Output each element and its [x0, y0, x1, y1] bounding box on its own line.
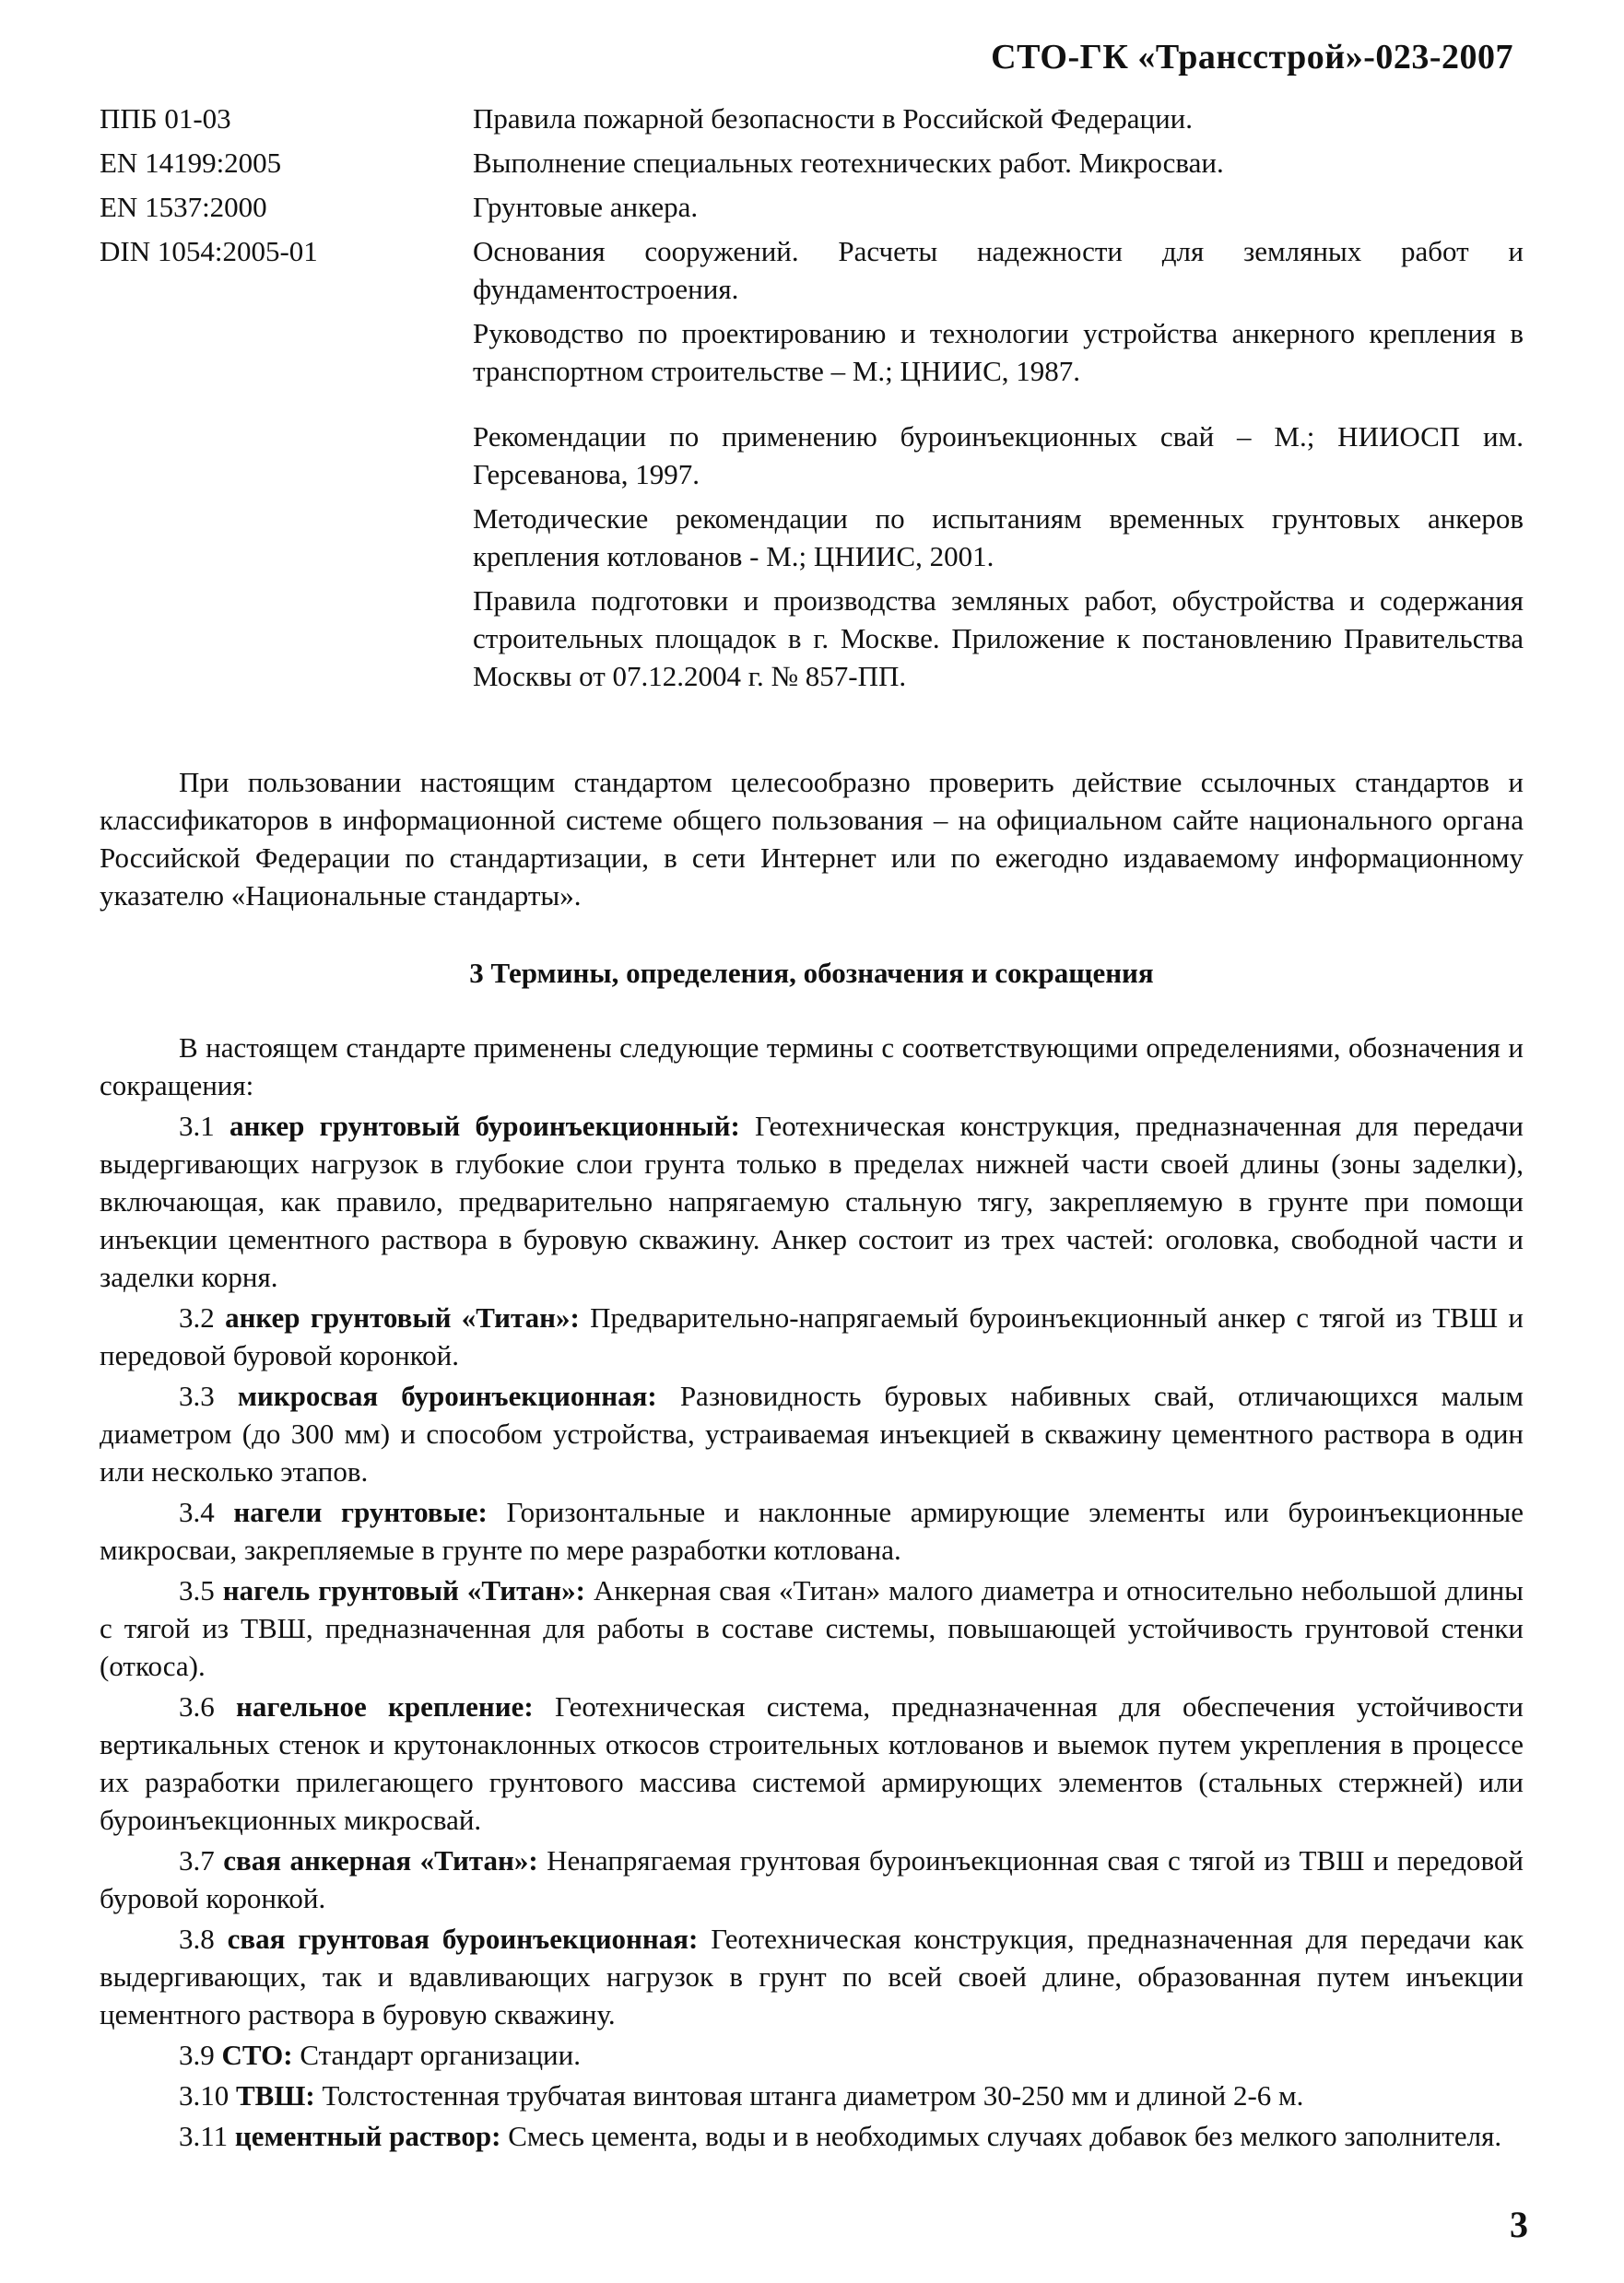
page-number: 3: [1510, 2204, 1528, 2245]
definition-item: [100, 1571, 1524, 1685]
definition-text: Горизонтальные и наклонные армирующие элементы или буроинъекционные микросваи, закрепляемые в грунте по мере разработки котлована.: [100, 1496, 1524, 1566]
definition-term: анкер грунтовый «Титан»:: [225, 1301, 580, 1334]
reference-row: [100, 232, 1524, 308]
definition-term: ТВШ:: [236, 2079, 315, 2112]
definition-number: 3.8: [179, 1923, 215, 1955]
section-intro: В настоящем стандарте применены следующие термины с соответствующими определениями, обозначения и сокращения:: [100, 1031, 1524, 1101]
definition-number: 3.11: [179, 2120, 229, 2152]
definition-item: [100, 2077, 1524, 2114]
definition-item: [100, 1688, 1524, 1839]
definition-text: Толстостенная трубчатая винтовая штанга диаметром 30-250 мм и длиной 2-6 м.: [322, 2079, 1304, 2112]
definition-number: 3.7: [179, 1844, 215, 1877]
definition-term: СТО:: [221, 2039, 293, 2071]
reference-code: EN 1537:2000: [100, 191, 267, 223]
reference-row: [100, 314, 1524, 390]
definition-text: Ненапрягаемая грунтовая буроинъекционная свая с тягой из ТВШ и передовой буровой коронкой.: [100, 1844, 1524, 1914]
definition-number: 3.10: [179, 2079, 229, 2112]
definition-term: нагель грунтовый «Титан»:: [222, 1574, 585, 1606]
definition-text: Анкерная свая «Титан» малого диаметра и относительно небольшой длины с тягой из ТВШ, предназначенная для работы в составе системы, повышающей устойчивость грунтовой стенки (откоса).: [100, 1574, 1524, 1682]
reference-code: ППБ 01-03: [100, 102, 231, 135]
definition-term: цементный раствор:: [234, 2120, 501, 2152]
definition-item: [100, 1377, 1524, 1490]
definition-item: [100, 1493, 1524, 1569]
section-body: [100, 1029, 1524, 2158]
reference-title: Методические рекомендации по испытаниям временных грунтовых анкеров крепления котлованов - М.; ЦНИИС, 2001.: [473, 502, 1524, 572]
reference-row: [100, 418, 1524, 493]
definition-term: свая анкерная «Титан»:: [223, 1844, 538, 1877]
reference-code: [100, 500, 473, 575]
definition-text: Геотехническая конструкция, предназначенная для передачи выдергивающих нагрузок в глубокие слои грунта только в пределах нижней части своей длины (зоны заделки), включающая, как правило, предварительно напрягаемую стальную тягу, закрепляемую в грунте при помощи инъекции цементного раствора в буровую скважину. Анкер состоит из трех частей: оголовка, свободной части и заделки корня.: [100, 1110, 1524, 1293]
references-usage-note: При пользовании настоящим стандартом целесообразно проверить действие ссылочных стандартов и классификаторов в информационной системе общего пользования – на официальном сайте национального органа Российской Федерации по стандартизации, в сети Интернет или по ежегодно издаваемому информационному указателю «Национальные стандарты».: [100, 766, 1524, 912]
section-heading: 3 Термины, определения, обозначения и сокращения: [469, 957, 1154, 989]
definition-text: Предварительно-напрягаемый буроинъекционный анкер с тягой из ТВШ и передовой буровой коронкой.: [100, 1301, 1524, 1371]
definition-number: 3.5: [179, 1574, 215, 1606]
reference-code: [100, 418, 473, 493]
reference-title: Основания сооружений. Расчеты надежности для земляных работ и фундаментостроения.: [473, 235, 1524, 305]
definition-item: [100, 1107, 1524, 1296]
reference-code: [100, 314, 473, 390]
definition-text: Стандарт организации.: [300, 2039, 581, 2071]
document-code-header: СТО-ГК «Трансстрой»-023-2007: [991, 38, 1513, 76]
reference-title: Правила пожарной безопасности в Российской Федерации.: [473, 102, 1194, 135]
definition-item: [100, 2117, 1524, 2155]
definition-text: Смесь цемента, воды и в необходимых случаях добавок без мелкого заполнителя.: [508, 2120, 1502, 2152]
reference-row: [100, 100, 1524, 137]
definition-item: [100, 1842, 1524, 1917]
definition-number: 3.4: [179, 1496, 215, 1528]
definition-text: Разновидность буровых набивных свай, отличающихся малым диаметром (до 300 мм) и способом устройства, устраиваемая инъекцией в скважину цементного раствора в один или несколько этапов.: [100, 1380, 1524, 1488]
reference-title: Руководство по проектированию и технологии устройства анкерного крепления в транспортном строительстве – М.; ЦНИИС, 1987.: [473, 317, 1524, 387]
definition-number: 3.9: [179, 2039, 215, 2071]
definition-item: [100, 2036, 1524, 2074]
definition-term: свая грунтовая буроинъекционная:: [227, 1923, 699, 1955]
reference-code: DIN 1054:2005-01: [100, 235, 318, 267]
definition-term: анкер грунтовый буроинъекционный:: [229, 1110, 740, 1142]
reference-title: Рекомендации по применению буроинъекционных свай – М.; НИИОСП им. Герсеванова, 1997.: [473, 420, 1524, 490]
reference-code: [100, 582, 473, 695]
references-list: [100, 100, 1524, 701]
reference-title: Выполнение специальных геотехнических работ. Микросваи.: [473, 147, 1224, 179]
definition-term: микросвая буроинъекционная:: [237, 1380, 657, 1412]
reference-row: [100, 144, 1524, 182]
definition-item: [100, 1299, 1524, 1374]
reference-code: EN 14199:2005: [100, 147, 282, 179]
reference-title: Грунтовые анкера.: [473, 191, 699, 223]
definition-number: 3.3: [179, 1380, 215, 1412]
reference-row: [100, 500, 1524, 575]
definition-item: [100, 1920, 1524, 2033]
definition-term: нагели грунтовые:: [233, 1496, 488, 1528]
reference-row: [100, 582, 1524, 695]
definition-number: 3.6: [179, 1690, 215, 1723]
definition-number: 3.2: [179, 1301, 215, 1334]
reference-title: Правила подготовки и производства земляных работ, обустройства и содержания строительных площадок в г. Москве. Приложение к постановлению Правительства Москвы от 07.12.2004 г. № 857-ПП.: [473, 584, 1524, 692]
definition-text: Геотехническая конструкция, предназначенная для передачи как выдергивающих, так и вдавливающих нагрузок в грунт по всей своей длине, образованная путем инъекции цементного раствора в буровую скважину.: [100, 1923, 1524, 2030]
definition-text: Геотехническая система, предназначенная для обеспечения устойчивости вертикальных стенок и крутонаклонных откосов строительных котлованов и выемок путем укрепления в процессе их разработки прилегающего грунтового массива системой армирующих элементов (стальных стержней) или буроинъекционных микросвай.: [100, 1690, 1524, 1836]
definition-number: 3.1: [179, 1110, 215, 1142]
definition-term: нагельное крепление:: [236, 1690, 534, 1723]
reference-row: [100, 188, 1524, 226]
